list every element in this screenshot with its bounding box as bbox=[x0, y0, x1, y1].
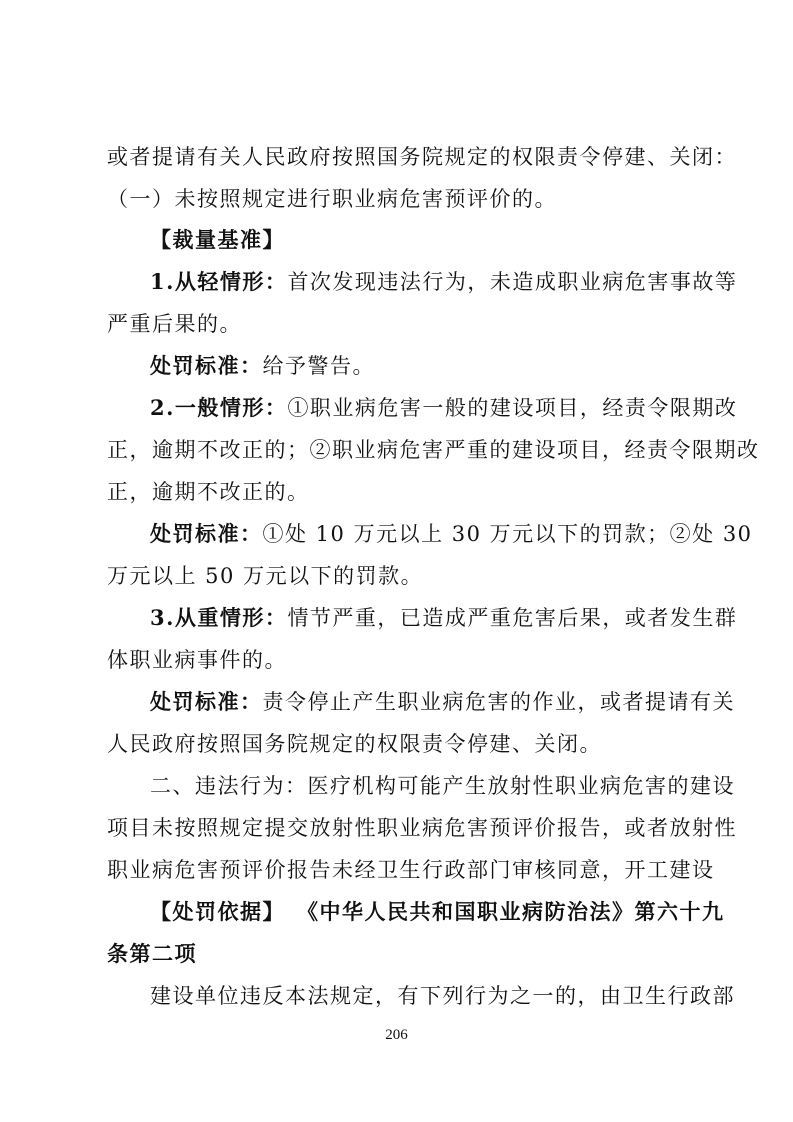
text-line-6: 处罚标准：给予警告。 bbox=[150, 353, 375, 378]
text-line-12: 3.从重情形：情节严重，已造成严重危害后果，或者发生群 bbox=[150, 605, 738, 630]
penalty-basis-label: 【处罚依据】 bbox=[150, 899, 285, 924]
text-line-1: 或者提请有关人民政府按照国务院规定的权限责令停建、关闭： bbox=[107, 145, 737, 169]
severe-case-label: 3.从重情形： bbox=[150, 605, 288, 630]
penalty-standard-label: 处罚标准： bbox=[150, 353, 263, 378]
text-line-10: 处罚标准：①处 10 万元以上 30 万元以下的罚款；②处 30 bbox=[150, 521, 753, 546]
text-line-16: 二、违法行为：医疗机构可能产生放射性职业病危害的建设 bbox=[150, 774, 735, 798]
text-line-5: 严重后果的。 bbox=[107, 312, 242, 336]
section-heading-discretion-standard: 【裁量基准】 bbox=[150, 227, 285, 252]
page-number: 206 bbox=[385, 1027, 408, 1043]
text-line-9: 正，逾期不改正的。 bbox=[107, 480, 310, 504]
penalty-standard-label: 处罚标准： bbox=[150, 689, 263, 714]
text-line-19: 【处罚依据】 《中华人民共和国职业病防治法》第六十九 bbox=[150, 899, 725, 924]
lenient-case-label: 1.从轻情形： bbox=[150, 269, 288, 294]
text-line-20: 条第二项 bbox=[107, 941, 197, 966]
text-line-11: 万元以上 50 万元以下的罚款。 bbox=[107, 564, 424, 588]
text-line-2: （一）未按照规定进行职业病危害预评价的。 bbox=[107, 187, 557, 211]
penalty-standard-label: 处罚标准： bbox=[150, 521, 263, 546]
text-line-14: 处罚标准：责令停止产生职业病危害的作业，或者提请有关 bbox=[150, 689, 735, 714]
text-line-13: 体职业病事件的。 bbox=[107, 648, 287, 672]
general-case-label: 2.一般情形： bbox=[150, 395, 288, 420]
text-line-18: 职业病危害预评价报告未经卫生行政部门审核同意，开工建设 bbox=[107, 858, 715, 882]
text-line-7: 2.一般情形：①职业病危害一般的建设项目，经责令限期改 bbox=[150, 395, 738, 420]
text-line-15: 人民政府按照国务院规定的权限责令停建、关闭。 bbox=[107, 732, 602, 756]
text-line-17: 项目未按照规定提交放射性职业病危害预评价报告，或者放射性 bbox=[107, 816, 737, 840]
text-line-4: 1.从轻情形：首次发现违法行为，未造成职业病危害事故等 bbox=[150, 269, 738, 294]
text-line-21: 建设单位违反本法规定，有下列行为之一的，由卫生行政部 bbox=[150, 984, 735, 1008]
text-line-8: 正，逾期不改正的；②职业病危害严重的建设项目，经责令限期改 bbox=[107, 438, 760, 462]
